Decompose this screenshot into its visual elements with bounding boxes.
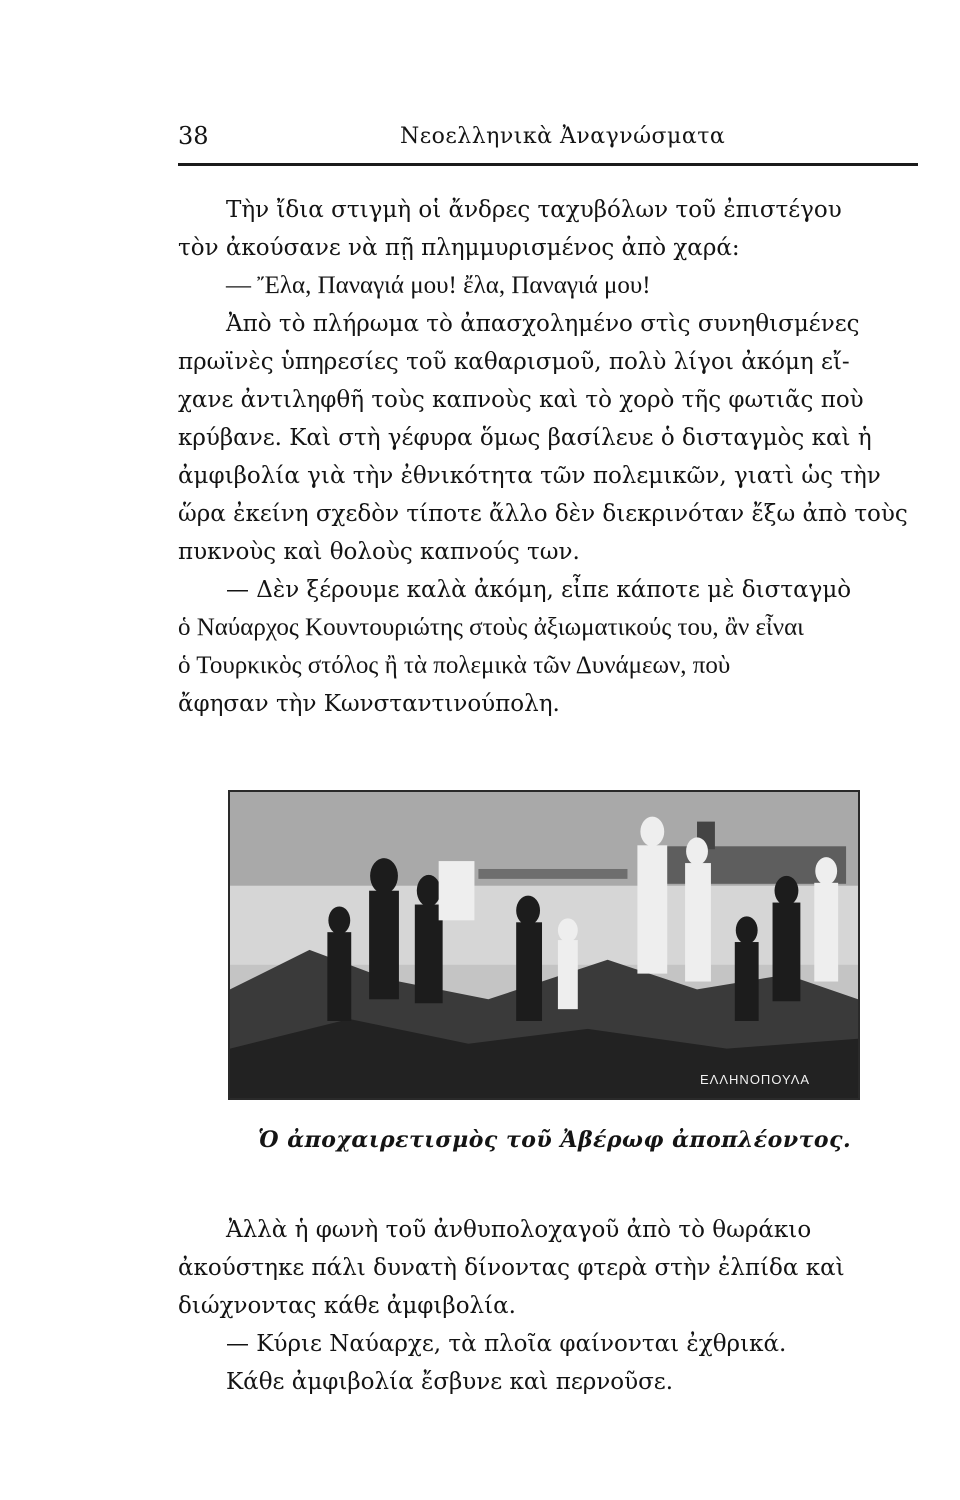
farewell-photo: [228, 790, 860, 1100]
text-line: τὸν ἀκούσανε νὰ πῇ πλημμυρισμένος ἀπὸ χαρά:: [178, 235, 740, 261]
text-line: ὁ Τουρκικὸς στόλος ἢ τὰ πολεμικὰ τῶν Δυνάμεων, ποὺ: [178, 652, 731, 679]
page-header: [178, 120, 918, 154]
header-rule: [178, 163, 918, 166]
text-line: ἄφησαν τὴν Κωνσταντινούπολη.: [178, 691, 560, 717]
photo-watermark: ΕΛΛΗΝΟΠΟΥΛΑ: [700, 1072, 811, 1087]
text-line: Ἀλλὰ ἡ φωνὴ τοῦ ἀνθυπολοχαγοῦ ἀπὸ τὸ θωράκιο: [226, 1217, 812, 1243]
page-number: 38: [178, 122, 209, 150]
text-line: ἀμφιβολία γιὰ τὴν ἐθνικότητα τῶν πολεμικῶν, γιατὶ ὡς τὴν: [178, 463, 881, 489]
text-line: πυκνοὺς καὶ θολοὺς καπνούς των.: [178, 539, 580, 565]
text-line: πρωϊνὲς ὑπηρεσίες τοῦ καθαρισμοῦ, πολὺ λίγοι ἀκόμη εἴ-: [178, 349, 850, 375]
photo-caption: Ὁ ἀποχαιρετισμὸς τοῦ Ἀβέρωφ ἀποπλέοντος.: [258, 1127, 852, 1153]
text-line: ὁ Ναύαρχος Κουντουριώτης στοὺς ἀξιωματικούς του, ἂν εἶναι: [178, 614, 804, 641]
text-line: — Κύριε Ναύαρχε, τὰ πλοῖα φαίνονται ἐχθρικά.: [226, 1331, 787, 1357]
text-line: Τὴν ἴδια στιγμὴ οἱ ἄνδρες ταχυβόλων τοῦ ἐπιστέγου: [226, 197, 842, 223]
text-line: Ἀπὸ τὸ πλήρωμα τὸ ἀπασχολημένο στὶς συνηθισμένες: [226, 311, 860, 337]
photo-illustration: [230, 792, 858, 1098]
text-line: Κάθε ἀμφιβολία ἔσβυνε καὶ περνοῦσε.: [226, 1369, 674, 1395]
text-line: — Ἔλα, Παναγιά μου! ἔλα, Παναγιά μου!: [226, 272, 651, 299]
text-line: κρύβανε. Καὶ στὴ γέφυρα ὅμως βασίλευε ὁ δισταγμὸς καὶ ἡ: [178, 425, 872, 451]
text-line: χανε ἀντιληφθῆ τοὺς καπνοὺς καὶ τὸ χορὸ τῆς φωτιᾶς ποὺ: [178, 387, 864, 413]
text-line: — Δὲν ξέρουμε καλὰ ἀκόμη, εἶπε κάποτε μὲ δισταγμὸ: [226, 577, 852, 603]
text-line: διώχνοντας κάθε ἀμφιβολία.: [178, 1293, 516, 1319]
running-title: Νεοελληνικὰ Ἀναγνώσματα: [400, 124, 726, 149]
text-line: ὥρα ἐκείνη σχεδὸν τίποτε ἄλλο δὲν διεκρινόταν ἔξω ἀπὸ τοὺς: [178, 501, 908, 527]
text-line: ἀκούστηκε πάλι δυνατὴ δίνοντας φτερὰ στὴν ἐλπίδα καὶ: [178, 1255, 845, 1281]
